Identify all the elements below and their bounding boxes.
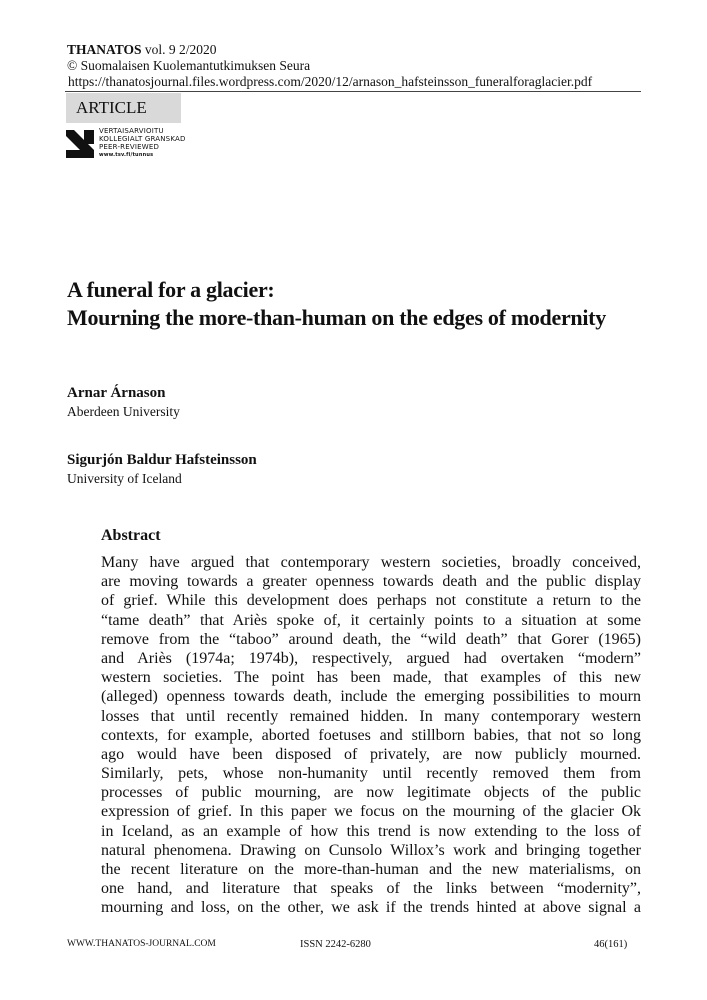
abstract-line: in Iceland, as an example of how this trend is now extending to the loss of — [101, 822, 641, 840]
abstract-line: “tame death” that Ariès spoke of, it certainly points to a situation at some — [101, 611, 641, 629]
journal-line — [67, 42, 217, 58]
logo-url: www.tsv.fi/tunnus — [99, 152, 154, 158]
author-name: Sigurjón Baldur Hafsteinsson — [67, 452, 257, 468]
peer-review-arrow-icon — [66, 128, 96, 158]
journal-volume: vol. 9 2/2020 — [141, 42, 217, 57]
abstract-line: ago would have been disposed of privately, are now publicly mourned. — [101, 745, 641, 763]
abstract-line: mourning and loss, on the other, we ask if the trends hinted at above signal a — [101, 899, 641, 917]
logo-text: VERTAISARVIOITU — [99, 127, 164, 135]
journal-name: THANATOS — [67, 42, 142, 57]
abstract-line: expression of grief. In this paper we focus on the mourning of the glacier Ok — [101, 803, 641, 821]
abstract-line: western societies. The point has been made, that examples of this new — [101, 669, 641, 687]
footer-website: WWW.THANATOS-JOURNAL.COM — [67, 939, 216, 949]
abstract-line: remove from the “taboo” around death, the “wild death” that Gorer (1965) — [101, 630, 641, 648]
abstract-line: and Ariès (1974a; 1974b), respectively, argued had overtaken “modern” — [101, 649, 641, 667]
abstract-line: losses that until recently remained hidden. In many contemporary western — [101, 707, 641, 725]
abstract-line: natural phenomena. Drawing on Cunsolo Willox’s work and bringing together — [101, 841, 641, 859]
author-name: Arnar Árnason — [67, 385, 166, 401]
abstract-line: contexts, for example, aborted foetuses and stillborn babies, that not so long — [101, 726, 641, 744]
abstract-line: of grief. While this development does perhaps not constitute a return to the — [101, 592, 641, 610]
article-url[interactable]: https://thanatosjournal.files.wordpress.com/2020/12/arnason_hafsteinsson_funeralforaglacier.pdf — [68, 74, 593, 89]
footer-issn: ISSN 2242-6280 — [300, 939, 371, 950]
abstract-line: the recent literature on the more-than-human and the new materialisms, on — [101, 861, 641, 878]
abstract-line: Many have argued that contemporary western societies, broadly conceived, — [101, 554, 641, 571]
abstract-line: Similarly, pets, whose non-humanity until recently removed them from — [101, 765, 641, 783]
abstract-line: one hand, and literature that speaks of the links between “modernity”, — [101, 880, 641, 898]
footer-page-number: 46(161) — [594, 939, 628, 950]
abstract-line: (alleged) openness towards death, include the emerging possibilities to mourn — [101, 688, 641, 706]
abstract-body — [101, 553, 641, 918]
logo-text: KOLLEGIALT GRANSKAD — [99, 135, 186, 143]
peer-reviewed-logo — [66, 127, 186, 161]
section-label: ARTICLE — [66, 93, 181, 123]
title-line-2: Mourning the more-than-human on the edges of modernity — [67, 305, 606, 330]
author-affiliation: University of Iceland — [67, 471, 182, 486]
logo-text: PEER-REVIEWED — [99, 143, 160, 151]
copyright: © Suomalaisen Kuolemantutkimuksen Seura — [67, 58, 311, 73]
abstract-line: processes of public mourning, are now legitimate objects of the public — [101, 784, 641, 802]
title-line-1: A funeral for a glacier: — [67, 277, 275, 302]
abstract-line: are moving towards a greater openness towards death and the public display — [101, 573, 641, 591]
author-affiliation: Aberdeen University — [67, 404, 180, 419]
header-rule — [65, 91, 641, 92]
abstract-heading: Abstract — [101, 527, 161, 544]
